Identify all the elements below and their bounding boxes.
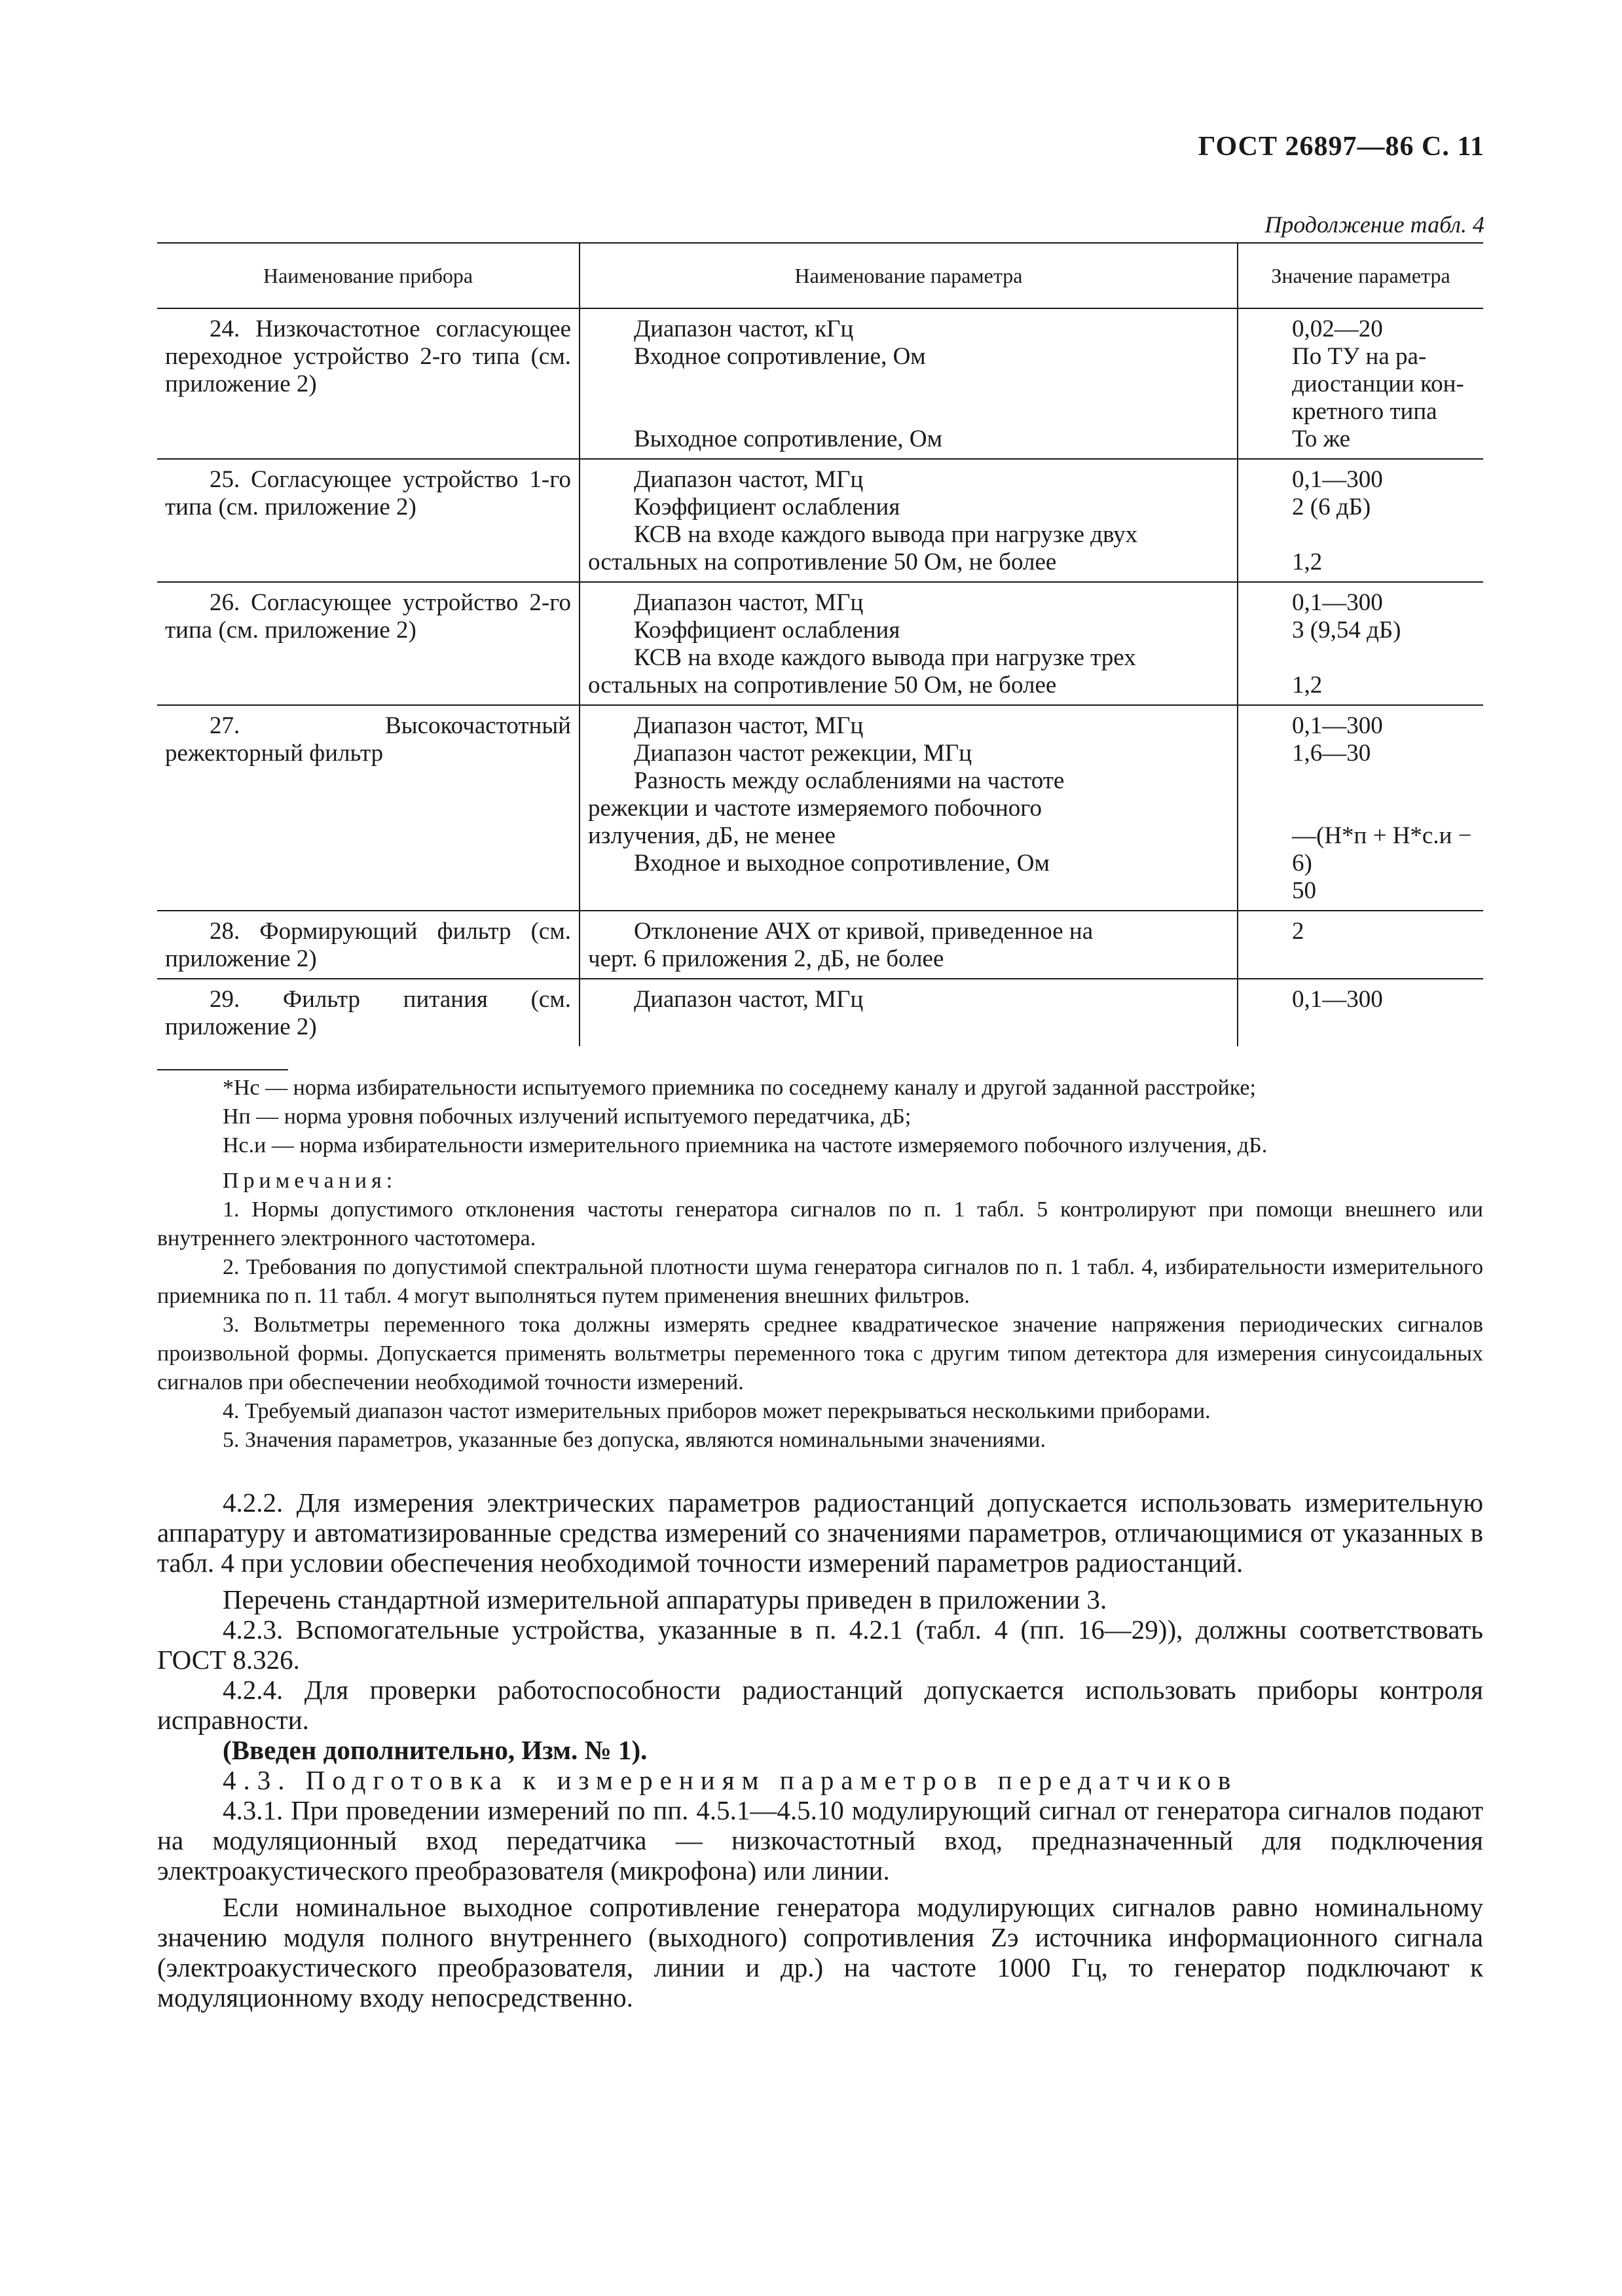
parameter-line: остальных на сопротивление 50 Ом, не более xyxy=(588,549,1057,575)
parameter-cell xyxy=(580,308,1238,459)
value-cell xyxy=(1238,705,1483,911)
table-continuation-label: Продолжение табл. 4 xyxy=(1264,211,1484,238)
value-line: 2 xyxy=(1292,918,1304,945)
parameter-line: излучения, дБ, не менее xyxy=(588,822,836,849)
parameter-line: режекции и частоте измеряемого побочного xyxy=(588,795,1042,822)
parameter-line: КСВ на входе каждого вывода при нагрузке двух xyxy=(634,521,1138,548)
note-item: 4. Требуемый диапазон частот измерительных приборов может перекрываться несколькими приборами. xyxy=(223,1399,1211,1423)
note-item: 1. Нормы допустимого отклонения частоты генератора сигналов по п. 1 табл. 5 контролируют при помощи внешнего или внутреннего электронного частотомера. xyxy=(157,1197,1483,1250)
value-line: 0,1—300 xyxy=(1292,986,1383,1013)
paragraph: Перечень стандартной измерительной аппаратуры приведен в приложении 3. xyxy=(223,1584,1107,1614)
parameter-line: Отклонение АЧХ от кривой, приведенное на xyxy=(634,918,1094,945)
parameter-line: остальных на сопротивление 50 Ом, не более xyxy=(588,672,1057,699)
value-line: 0,02—20 xyxy=(1292,316,1383,342)
parameter-line: Диапазон частот, кГц xyxy=(634,316,854,342)
parameter-line xyxy=(588,398,1229,426)
page-header: ГОСТ 26897—86 С. 11 xyxy=(1198,132,1484,162)
value-cell xyxy=(1238,582,1483,705)
value-line xyxy=(1246,644,1475,672)
value-line: 2 (6 дБ) xyxy=(1292,494,1371,520)
value-line xyxy=(1246,521,1475,549)
table-header-row xyxy=(157,243,1483,308)
value-line: —(Н*п + Н*с.и − 6) xyxy=(1292,822,1472,877)
value-line: кретного типа xyxy=(1292,398,1437,425)
footnote-divider xyxy=(157,1069,288,1070)
parameter-line: черт. 6 приложения 2, дБ, не более xyxy=(588,945,944,972)
value-cell xyxy=(1238,911,1483,979)
value-line: По ТУ на ра- xyxy=(1292,343,1427,370)
note-item: 2. Требования по допустимой спектральной плотности шума генератора сигналов по п. 1 табл. 4, избирательности измерительного приемника по п. 11 табл. 4 могут выполняться путем применения внешних фильтров. xyxy=(157,1255,1483,1308)
paragraph: 4.3.1. При проведении измерений по пп. 4.5.1—4.5.10 модулирующий сигнал от генератора сигналов подают на модуляционный вход передатчика — низкочастотный вход, предназначенный для подключения электроакустического преобразователя (микрофона) или линии. xyxy=(157,1795,1483,1886)
parameter-line: Разность между ослаблениями на частоте xyxy=(634,767,1065,794)
value-line: 0,1—300 xyxy=(1292,712,1383,739)
paragraph: Если номинальное выходное сопротивление генератора модулирующих сигналов равно номинальному значению модуля полного внутреннего (выходного) сопротивления Zэ источника информационного сигнала (электроакустического преобразователя, линии и др.) на частоте 1000 Гц, то генератор подключают к модуляционному входу непосредственно. xyxy=(157,1892,1483,2013)
table-row xyxy=(157,705,1483,911)
footnote: *Нс — норма избирательности испытуемого приемника по соседнему каналу и другой заданной расстройке; xyxy=(223,1076,1256,1100)
value-line: 0,1—300 xyxy=(1292,589,1383,616)
parameter-line: Коэффициент ослабления xyxy=(634,617,900,644)
footnotes-block xyxy=(157,1074,1483,1455)
column-header-device: Наименование прибора xyxy=(157,243,580,308)
paragraph: 4.2.3. Вспомогательные устройства, указанные в п. 4.2.1 (табл. 4 (пп. 16—29)), должны соответствовать ГОСТ 8.326. xyxy=(157,1614,1483,1675)
parameter-cell xyxy=(580,459,1238,582)
device-name-cell: 29. Фильтр питания (см. приложение 2) xyxy=(157,979,580,1046)
column-header-parameter: Наименование параметра xyxy=(580,243,1238,308)
parameter-cell xyxy=(580,582,1238,705)
parameter-cell xyxy=(580,911,1238,979)
value-line: 3 (9,54 дБ) xyxy=(1292,617,1401,644)
value-cell xyxy=(1238,308,1483,459)
parameter-line: Диапазон частот, МГц xyxy=(634,589,864,616)
parameter-line: КСВ на входе каждого вывода при нагрузке трех xyxy=(634,644,1136,671)
value-line: 1,2 xyxy=(1292,672,1323,699)
device-name-cell: 27. Высокочастотный режекторный фильтр xyxy=(157,705,580,911)
device-name-cell: 25. Согласующее устройство 1-го типа (см. приложение 2) xyxy=(157,459,580,582)
value-cell xyxy=(1238,459,1483,582)
parameter-line: Диапазон частот, МГц xyxy=(634,986,864,1013)
device-name-cell: 28. Формирующий фильтр (см. приложение 2) xyxy=(157,911,580,979)
value-line: 0,1—300 xyxy=(1292,466,1383,493)
parameter-line: Диапазон частот, МГц xyxy=(634,466,864,493)
section-heading: 4.3. Подготовка к измерениям параметров передатчиков xyxy=(223,1765,1238,1795)
parameter-cell xyxy=(580,705,1238,911)
notes-title: Примечания: xyxy=(223,1169,397,1193)
paragraph: 4.2.2. Для измерения электрических параметров радиостанций допускается использовать измерительную аппаратуру и автоматизированные средства измерений со значениями параметров, отличающимися от указанных в табл. 4 при условии обеспечения необходимой точности измерений параметров радиостанций. xyxy=(157,1487,1483,1578)
device-name-cell: 26. Согласующее устройство 2-го типа (см. приложение 2) xyxy=(157,582,580,705)
parameter-line: Диапазон частот, МГц xyxy=(634,712,864,739)
device-name-cell: 24. Низкочастотное согласующее переходное устройство 2-го типа (см. приложение 2) xyxy=(165,316,571,397)
table-row xyxy=(157,979,1483,1046)
body-text xyxy=(157,1487,1483,2013)
parameter-cell xyxy=(580,979,1238,1046)
table-row xyxy=(157,459,1483,582)
value-line: То же xyxy=(1292,426,1351,452)
value-line: 1,2 xyxy=(1292,549,1323,575)
value-line: диостанции кон- xyxy=(1292,371,1464,397)
value-line xyxy=(1246,767,1475,795)
column-header-value: Значение параметра xyxy=(1238,243,1483,308)
table-row xyxy=(157,308,1483,459)
paragraph: 4.2.4. Для проверки работоспособности радиостанций допускается использовать приборы контроля исправности. xyxy=(157,1675,1483,1735)
amendment-note: (Введен дополнительно, Изм. № 1). xyxy=(223,1735,648,1765)
parameter-line: Диапазон частот режекции, МГц xyxy=(634,740,972,767)
note-item: 3. Вольтметры переменного тока должны измерять среднее квадратическое значение напряжения периодических сигналов произвольной формы. Допускается применять вольтметры переменного тока с другим типом детектора для измерения синусоидальных сигналов при обеспечении необходимой точности измерений. xyxy=(157,1313,1483,1394)
footnote: Нп — норма уровня побочных излучений испытуемого передатчика, дБ; xyxy=(223,1104,912,1129)
parameter-line: Выходное сопротивление, Ом xyxy=(634,426,943,452)
value-line xyxy=(1246,795,1475,822)
parameter-line: Входное и выходное сопротивление, Ом xyxy=(634,850,1050,877)
value-cell xyxy=(1238,979,1483,1046)
table-row xyxy=(157,582,1483,705)
value-line: 50 xyxy=(1292,877,1316,904)
table-row xyxy=(157,911,1483,979)
parameter-line: Коэффициент ослабления xyxy=(634,494,900,520)
device-table xyxy=(157,242,1483,1046)
footnote: Нс.и — норма избирательности измерительного приемника на частоте измеряемого побочного излучения, дБ. xyxy=(223,1133,1268,1157)
parameter-line: Входное сопротивление, Ом xyxy=(634,343,926,370)
note-item: 5. Значения параметров, указанные без допуска, являются номинальными значениями. xyxy=(223,1428,1046,1452)
value-line: 1,6—30 xyxy=(1292,740,1371,767)
parameter-line xyxy=(588,371,1229,398)
